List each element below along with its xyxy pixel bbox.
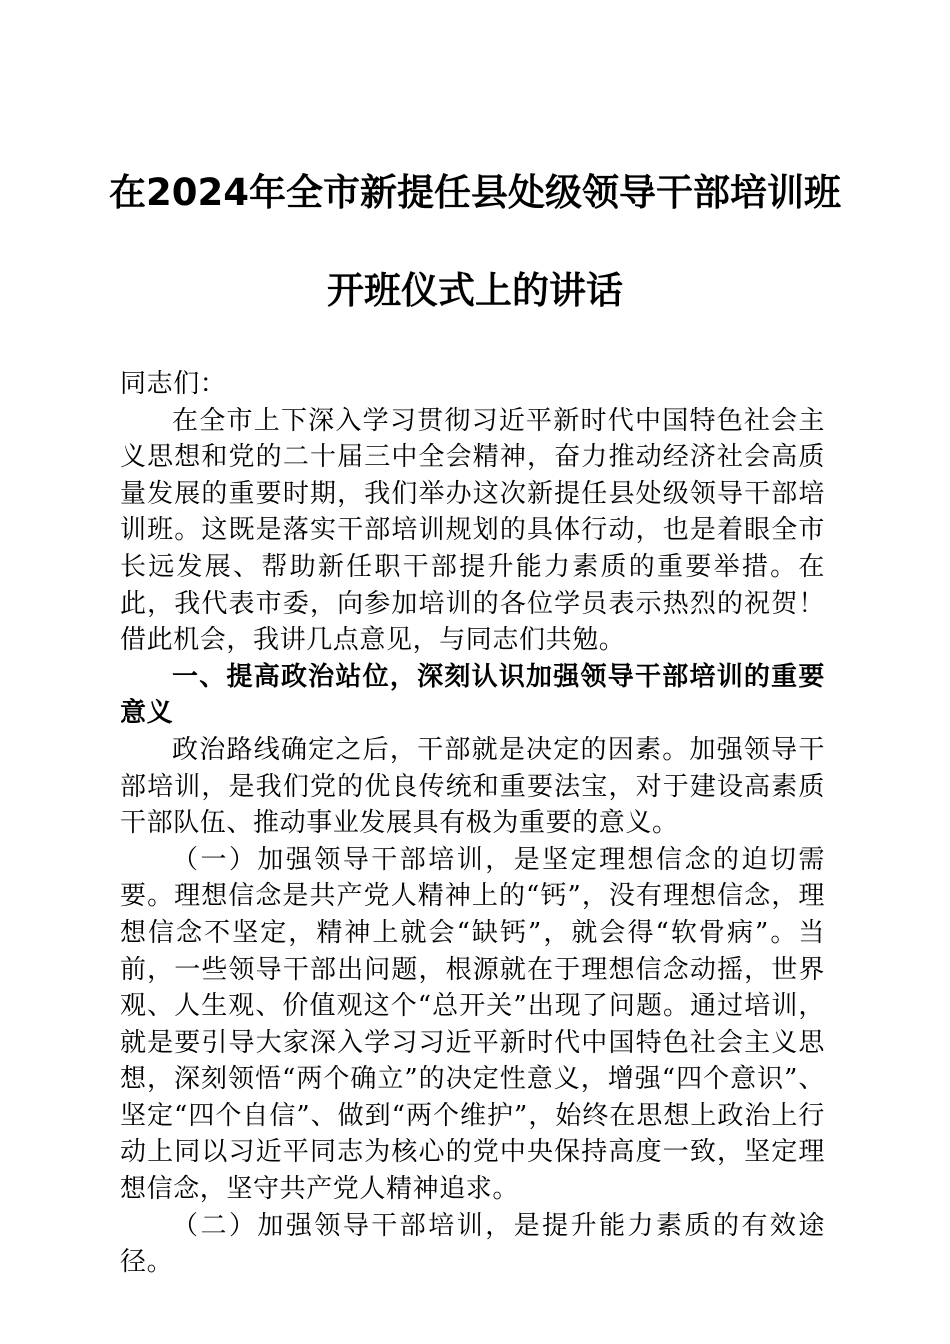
point-2-paragraph: （二）加强领导干部培训，是提升能力素质的有效途径。 (120, 1210, 825, 1278)
salutation: 同志们： (120, 369, 227, 399)
document-title-line-2: 开班仪式上的讲话 (327, 269, 623, 312)
intro-paragraph: 在全市上下深入学习贯彻习近平新时代中国特色社会主义思想和党的二十届三中全会精神，奋力推动经济社会高质量发展的重要时期，我们举办这次新提任县处级领导干部培训班。这既是落实干部培训规划的具体行动，也是着眼全市长远发展、帮助新任职干部提升能力素质的重要举措。在此，我代表市委，向参加培训的各位学员表示热烈的祝贺！借此机会，我讲几点意见，与同志们共勉。 (120, 405, 825, 656)
section-1-intro-paragraph: 政治路线确定之后，干部就是决定的因素。加强领导干部培训，是我们党的优良传统和重要法宝，对于建设高素质干部队伍、推动事业发展具有极为重要的意义。 (120, 734, 825, 839)
document-body (120, 366, 825, 1281)
point-1-paragraph: （一）加强领导干部培训，是坚定理想信念的迫切需要。理想信念是共产党人精神上的“钙”，没有理想信念，理想信念不坚定，精神上就会“缺钙”，就会得“软骨病”。当前，一些领导干部出问题，根源就在于理想信念动摇，世界观、人生观、价值观这个“总开关”出现了问题。通过培训，就是要引导大家深入学习习近平新时代中国特色社会主义思想，深刻领悟“两个确立”的决定性意义，增强“四个意识”、坚定“四个自信”、做到“两个维护”，始终在思想上政治上行动上同以习近平同志为核心的党中央保持高度一致，坚定理想信念，坚守共产党人精神追求。 (120, 844, 825, 1205)
document-title-line-1: 在2024年全市新提任县处级领导干部培训班 (109, 171, 841, 214)
section-heading-1: 一、提高政治站位，深刻认识加强领导干部培训的重要意义 (120, 661, 825, 729)
